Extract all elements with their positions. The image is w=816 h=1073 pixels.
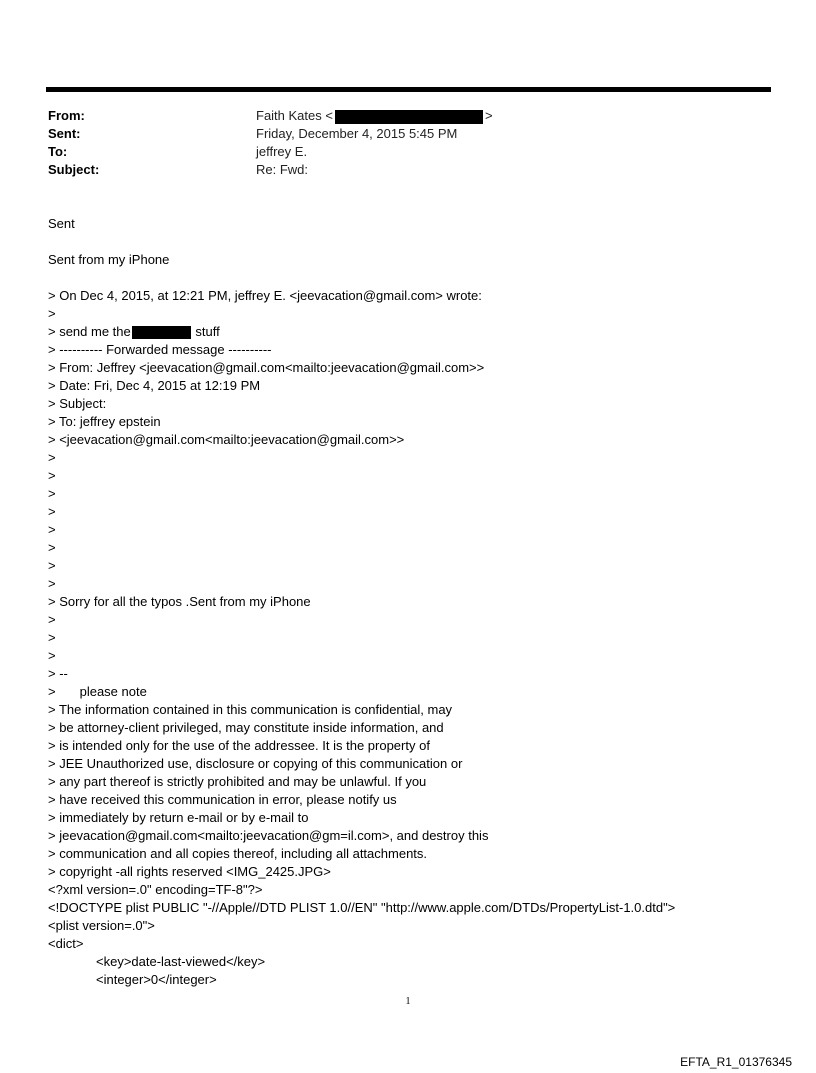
quoted-line: > Date: Fri, Dec 4, 2015 at 12:19 PM — [48, 378, 261, 393]
quoted-line: > immediately by return e-mail or by e-mail to — [48, 810, 309, 825]
quoted-line: > copyright -all rights reserved <IMG_2425.JPG> — [48, 864, 331, 879]
subject-row — [48, 161, 748, 179]
quoted-line: > Subject: — [48, 396, 107, 411]
quoted-line: > — [48, 306, 56, 321]
send-suffix: stuff — [191, 324, 220, 339]
plist-key-line — [48, 953, 788, 971]
from-row — [48, 107, 748, 125]
quoted-line: > — [48, 558, 56, 573]
quoted-line: > — [48, 612, 56, 627]
bates-number: EFTA_R1_01376345 — [680, 1055, 792, 1069]
quoted-line: > Sorry for all the typos .Sent from my iPhone — [48, 594, 311, 609]
quoted-line: > be attorney-client privileged, may constitute inside information, and — [48, 720, 444, 735]
plist-integer-line — [48, 971, 788, 989]
page-number: 1 — [405, 996, 411, 1007]
quoted-line: <?xml version=.0" encoding=TF-8"?> — [48, 882, 263, 897]
quoted-line: > — [48, 504, 56, 519]
from-close-bracket: > — [484, 108, 493, 123]
redacted-email-box — [335, 110, 483, 124]
quoted-line: > From: Jeffrey <jeevacation@gmail.com<mailto:jeevacation@gmail.com>> — [48, 360, 485, 375]
quoted-line: <dict> — [48, 936, 84, 951]
quoted-line: > <jeevacation@gmail.com<mailto:jeevacation@gmail.com>> — [48, 432, 405, 447]
quoted-line: > — [48, 630, 56, 645]
sent-row — [48, 125, 748, 143]
note-prefix: > — [48, 684, 56, 699]
to-row — [48, 143, 748, 161]
to-value: jeffrey E. — [256, 144, 308, 159]
please-note-line — [48, 683, 788, 701]
quoted-line: > is intended only for the use of the addressee. It is the property of — [48, 738, 430, 753]
quoted-line: > On Dec 4, 2015, at 12:21 PM, jeffrey E. <jeevacation@gmail.com> wrote: — [48, 288, 482, 303]
body-line-sent: Sent — [48, 216, 75, 231]
quoted-line: > The information contained in this communication is confidential, may — [48, 702, 453, 717]
from-label: From: — [48, 108, 85, 123]
quoted-line: > — [48, 648, 56, 663]
email-header — [48, 107, 748, 179]
quoted-line: <!DOCTYPE plist PUBLIC "-//Apple//DTD PLIST 1.0//EN" "http://www.apple.com/DTDs/PropertyList-1.0.dtd"> — [48, 900, 676, 915]
subject-value: Re: Fwd: — [256, 162, 309, 177]
from-value — [256, 107, 493, 125]
plist-key: <key>date-last-viewed</key> — [96, 954, 266, 969]
header-divider-rule — [46, 87, 771, 92]
subject-label: Subject: — [48, 162, 100, 177]
quoted-line: > communication and all copies thereof, including all attachments. — [48, 846, 428, 861]
to-label: To: — [48, 144, 68, 159]
from-name: Faith Kates < — [256, 108, 333, 123]
sent-label: Sent: — [48, 126, 81, 141]
quoted-line: > JEE Unauthorized use, disclosure or copying of this communication or — [48, 756, 463, 771]
quoted-line: > — [48, 540, 56, 555]
quoted-line: > — [48, 486, 56, 501]
send-request-line — [48, 323, 788, 341]
send-prefix: > send me the — [48, 324, 131, 339]
sent-value: Friday, December 4, 2015 5:45 PM — [256, 126, 458, 141]
quoted-line: > have received this communication in error, please notify us — [48, 792, 397, 807]
redacted-word-box — [132, 326, 191, 339]
quoted-line: > — [48, 468, 56, 483]
email-body — [48, 215, 788, 989]
quoted-line: <plist version=.0"> — [48, 918, 155, 933]
note-text: please note — [79, 684, 147, 699]
quoted-line: > any part thereof is strictly prohibited and may be unlawful. If you — [48, 774, 427, 789]
body-line-signature: Sent from my iPhone — [48, 252, 170, 267]
quoted-line: > — [48, 576, 56, 591]
quoted-line: > — [48, 522, 56, 537]
plist-integer: <integer>0</integer> — [96, 972, 217, 987]
quoted-line: > jeevacation@gmail.com<mailto:jeevacation@gm=il.com>, and destroy this — [48, 828, 489, 843]
quoted-line: > ---------- Forwarded message ---------- — [48, 342, 272, 357]
forwarded-block — [48, 341, 788, 683]
quoted-line: > To: jeffrey epstein — [48, 414, 161, 429]
quoted-line: > -- — [48, 666, 68, 681]
quoted-line: > — [48, 450, 56, 465]
disclaimer-block — [48, 701, 788, 953]
